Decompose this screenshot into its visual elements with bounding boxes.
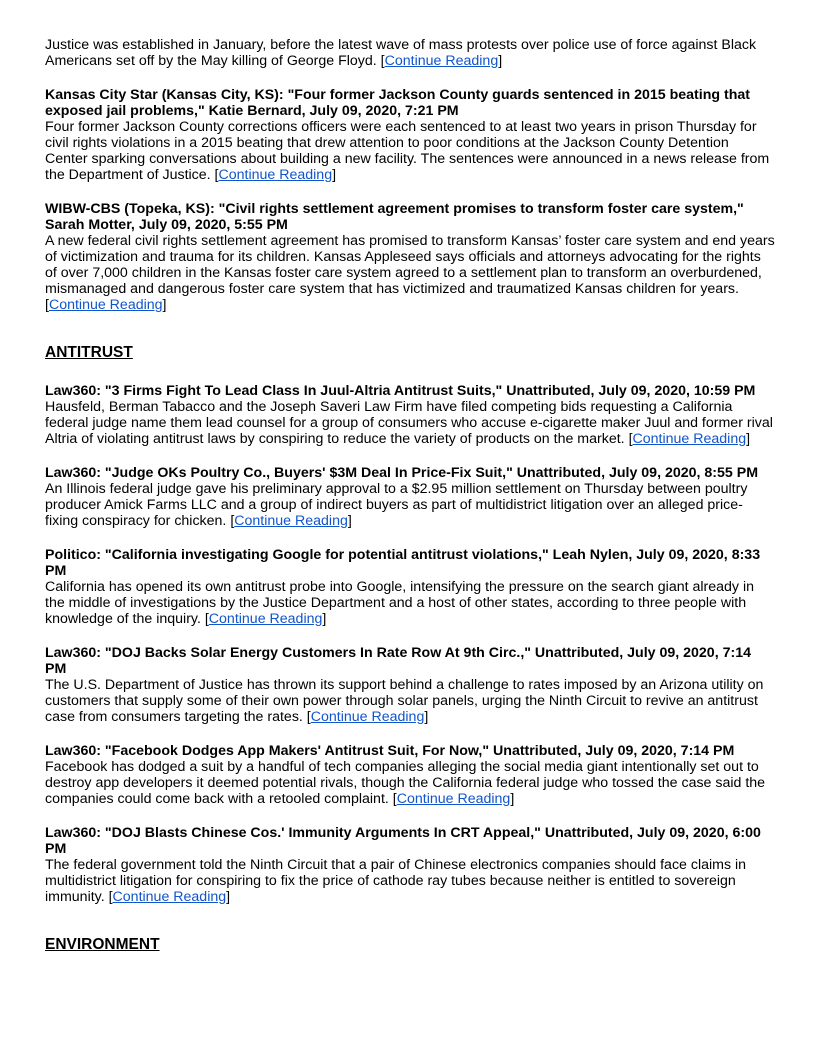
continue-reading-link[interactable]: Continue Reading: [208, 611, 323, 627]
article-body: California has opened its own antitrust probe into Google, intensifying the pressure on the search giant already in the middle of investigations by the Justice Department and a host of other states, according to three people with knowledge of the inquiry. [Continue Reading]: [45, 579, 755, 627]
article-body: A new federal civil rights settlement agreement has promised to transform Kansas’ foster care system and end years of victimization and trauma for its children. Kansas Appleseed says officials and attorneys advocating for the rights of over 7,000 children in the Kansas foster care system agreed to a settlement plan to transform an overburdened, mismanaged and dangerous foster care system that has victimized and traumatized Kansas children for years. [Continue Reading]: [45, 233, 775, 313]
article-text: California has opened its own antitrust probe into Google, intensifying the pressure on the search giant already in the middle of investigations by the Justice Department and a host of other states, according to three people with knowledge of the inquiry.: [45, 579, 755, 627]
article-solar: [45, 645, 775, 725]
section-heading-antitrust: ANTITRUST: [45, 344, 133, 361]
article-body: The federal government told the Ninth Circuit that a pair of Chinese electronics companies should face claims in multidistrict litigation for conspiring to fix the price of cathode ray tubes because neither is entitled to sovereign immunity. [Continue Reading]: [45, 857, 747, 905]
article-text: A new federal civil rights settlement agreement has promised to transform Kansas’ foster care system and end years of victimization and trauma for its children. Kansas Appleseed says officials and attorneys advocating for the rights of over 7,000 children in the Kansas foster care system agreed to a settlement plan to transform an overburdened, mismanaged and dangerous foster care system that has victimized and traumatized Kansas children for years.: [45, 233, 775, 297]
article-text: Facebook has dodged a suit by a handful of tech companies alleging the social media giant intentionally set out to destroy app developers it deemed potential rivals, though the California federal judge who tossed the case said the companies could come back with a retooled complaint.: [45, 759, 766, 807]
article-text: The federal government told the Ninth Circuit that a pair of Chinese electronics companies should face claims in multidistrict litigation for conspiring to fix the price of cathode ray tubes because neither is entitled to sovereign immunity.: [45, 857, 747, 905]
article-juul-altria: [45, 383, 775, 447]
article-text: The U.S. Department of Justice has thrown its support behind a challenge to rates imposed by an Arizona utility on customers that supply some of their own power through solar panels, urging the Ninth Circuit to revive an antitrust case from consumers targeting the rates.: [45, 677, 764, 725]
article-headline: Law360: "DOJ Backs Solar Energy Customers In Rate Row At 9th Circ.," Unattributed, July 09, 2020, 7:14 PM: [45, 645, 751, 677]
article-headline: Law360: "Facebook Dodges App Makers' Antitrust Suit, For Now," Unattributed, July 09, 2020, 7:14 PM: [45, 743, 735, 759]
article-headline: Kansas City Star (Kansas City, KS): "Four former Jackson County guards sentenced in 2015 beating that exposed jail problems," Katie Bernard, July 09, 2020, 7:21 PM: [45, 87, 750, 119]
article-text: Hausfeld, Berman Tabacco and the Joseph Saveri Law Firm have filed competing bids requesting a California federal judge name them lead counsel for a group of consumers who accuse e-cigarette maker Juul and former rival Altria of violating antitrust laws by conspiring to reduce the variety of products on the market.: [45, 399, 773, 447]
article-body: Four former Jackson County corrections officers were each sentenced to at least two years in prison Thursday for civil rights violations in a 2015 beating that drew attention to poor conditions at the Jackson County Detention Center sparking conversations about building a new facility. The sentences were announced in a news release from the Department of Justice. [Continue Reading]: [45, 119, 770, 183]
continue-reading-link[interactable]: Continue Reading: [396, 791, 511, 807]
article-headline: Law360: "Judge OKs Poultry Co., Buyers' $3M Deal In Price-Fix Suit," Unattributed, July 09, 2020, 8:55 PM: [45, 465, 759, 481]
article-poultry: [45, 465, 775, 529]
article-text: An Illinois federal judge gave his preliminary approval to a $2.95 million settlement on Thursday between poultry producer Amick Farms LLC and a group of indirect buyers as part of multidistrict litigation over an alleged price-fixing conspiracy for chicken.: [45, 481, 748, 529]
section-heading-environment: ENVIRONMENT: [45, 936, 160, 953]
article-kc-star: [45, 87, 775, 183]
article-headline: Law360: "3 Firms Fight To Lead Class In Juul-Altria Antitrust Suits," Unattributed, July 09, 2020, 10:59 PM: [45, 383, 756, 399]
continue-reading-link[interactable]: Continue Reading: [48, 297, 163, 313]
article-wibw: [45, 201, 775, 313]
article-body: An Illinois federal judge gave his preliminary approval to a $2.95 million settlement on Thursday between poultry producer Amick Farms LLC and a group of indirect buyers as part of multidistrict litigation over an alleged price-fixing conspiracy for chicken. [Continue Reading]: [45, 481, 748, 529]
article-headline: Law360: "DOJ Blasts Chinese Cos.' Immunity Arguments In CRT Appeal," Unattributed, July 09, 2020, 6:00 PM: [45, 825, 761, 857]
continue-reading-link[interactable]: Continue Reading: [632, 431, 747, 447]
article-body: The U.S. Department of Justice has thrown its support behind a challenge to rates imposed by an Arizona utility on customers that supply some of their own power through solar panels, urging the Ninth Circuit to revive an antitrust case from consumers targeting the rates. [Continue Reading]: [45, 677, 764, 725]
document-page: [45, 37, 775, 975]
continue-reading-link[interactable]: Continue Reading: [218, 167, 333, 183]
continue-reading-link[interactable]: Continue Reading: [310, 709, 425, 725]
article-headline: WIBW-CBS (Topeka, KS): "Civil rights settlement agreement promises to transform foster care system," Sarah Motter, July 09, 2020, 5:55 PM: [45, 201, 744, 233]
article-crt: [45, 825, 775, 905]
lead-text: Justice was established in January, before the latest wave of mass protests over police use of force against Black Americans set off by the May killing of George Floyd.: [45, 37, 757, 69]
lead-paragraph: Justice was established in January, before the latest wave of mass protests over police use of force against Black Americans set off by the May killing of George Floyd. [Continue Reading]: [45, 37, 757, 69]
article-text: Four former Jackson County corrections officers were each sentenced to at least two years in prison Thursday for civil rights violations in a 2015 beating that drew attention to poor conditions at the Jackson County Detention Center sparking conversations about building a new facility. The sentences were announced in a news release from the Department of Justice.: [45, 119, 770, 183]
article-body: Facebook has dodged a suit by a handful of tech companies alleging the social media giant intentionally set out to destroy app developers it deemed potential rivals, though the California federal judge who tossed the case said the companies could come back with a retooled complaint. [Continue Reading]: [45, 759, 766, 807]
continue-reading-link[interactable]: Continue Reading: [234, 513, 348, 529]
article-body: Hausfeld, Berman Tabacco and the Joseph Saveri Law Firm have filed competing bids requesting a California federal judge name them lead counsel for a group of consumers who accuse e-cigarette maker Juul and former rival Altria of violating antitrust laws by conspiring to reduce the variety of products on the market. [Continue Reading]: [45, 399, 773, 447]
continue-reading-link[interactable]: Continue Reading: [112, 889, 227, 905]
article-google: [45, 547, 775, 627]
article-headline: Politico: "California investigating Google for potential antitrust violations," Leah Nylen, July 09, 2020, 8:33 PM: [45, 547, 761, 579]
article-facebook: [45, 743, 775, 807]
continue-reading-link[interactable]: Continue Reading: [384, 53, 499, 69]
